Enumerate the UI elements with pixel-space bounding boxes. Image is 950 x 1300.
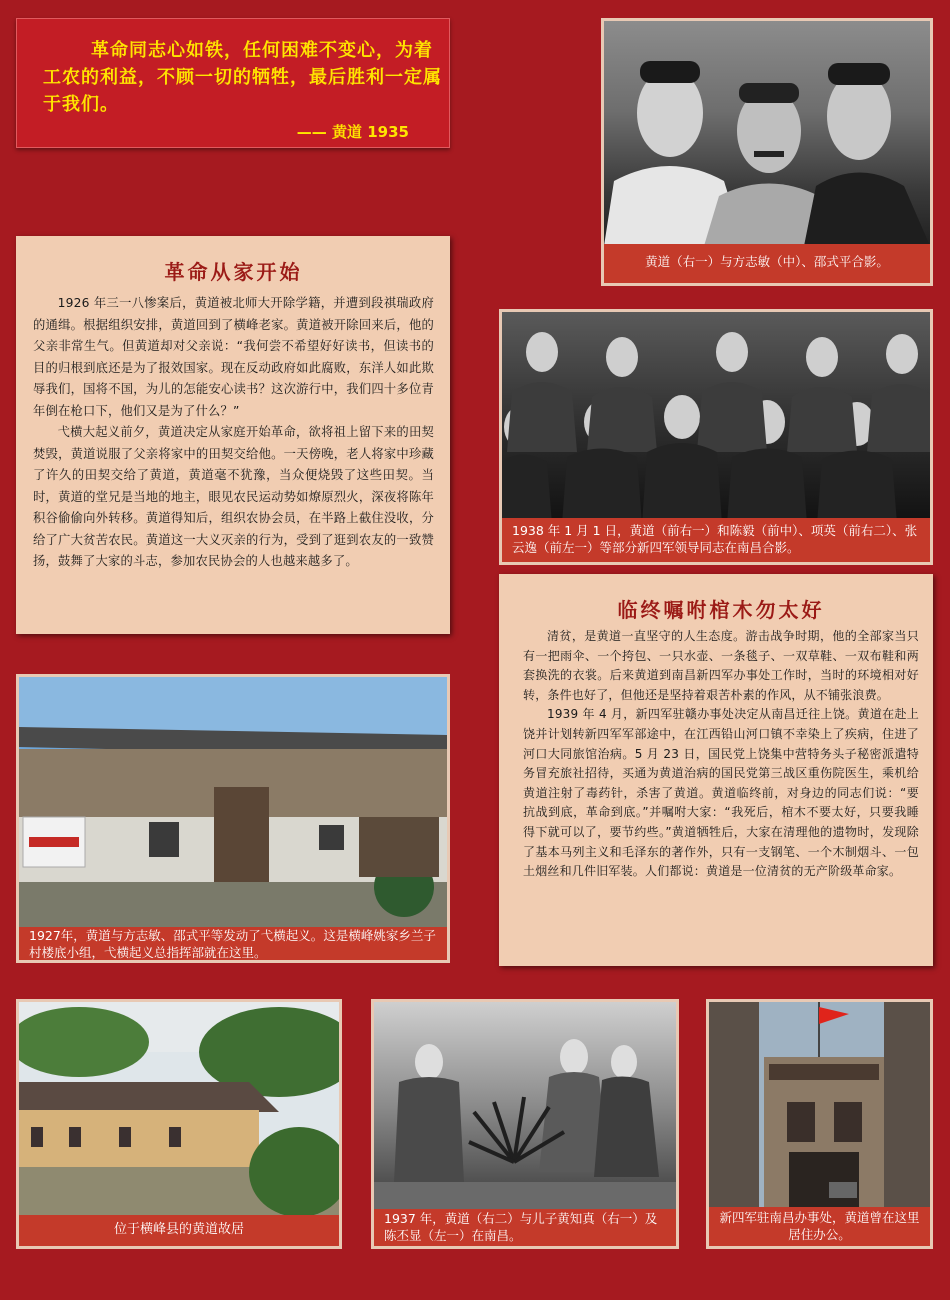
photo-1937-nanchang xyxy=(371,999,679,1249)
article-paragraph: 清贫，是黄道一直坚守的人生态度。游击战争时期，他的全部家当只有一把雨伞、一个挎包、一只水壶、一条毯子、一双草鞋、一双布鞋和两套换洗的衣裳。后来黄道到南昌新四军办事处工作时，当时的环境相对好转，条件也好了，但他还是坚持着艰苦朴素的作风，从不铺张浪费。 xyxy=(523,629,919,702)
photo-former-residence xyxy=(16,999,342,1249)
article-paragraph: 1926 年三一八惨案后，黄道被北师大开除学籍，并遭到段祺瑞政府的通缉。根据组织安排，黄道回到了横峰老家。黄道被开除回来后，他的父亲非常生气。但黄道却对父亲说：“我何尝不希望好好读书，但读书的目的归根到底还是为了报效国家。现在反动政府如此腐败，东洋人如此欺辱我们，国将不国，为儿的怎能安心读书？这次游行中，我们四十多位青年倒在枪口下，他们又是为了什么？” xyxy=(33,296,434,418)
photo-image xyxy=(502,312,930,524)
article-paragraph: 弋横大起义前夕，黄道决定从家庭开始革命，欲将祖上留下来的田契焚毁，黄道说服了父亲将家中的田契交给他。一天傍晚，老人将家中珍藏了许久的田契交给了黄道，黄道毫不犹豫，当众便烧毁了这些田契。当时，黄道的堂兄是当地的地主，眼见农民运动势如燎原烈火，深夜将陈年积谷偷偷向外转移。黄道得知后，组织农协会员，在半路上截住没收，分给了广大贫苦农民。黄道这一大义灭亲的行为，受到了逛到农友的一致赞扬，鼓舞了大家的斗志，参加农民协会的人也越来越多了。 xyxy=(33,425,434,568)
photo-caption: 黄道（右一）与方志敏（中）、邵式平合影。 xyxy=(604,244,930,283)
article-paragraph: 1939 年 4 月，新四军驻赣办事处决定从南昌迁往上饶。黄道在赴上饶并计划转新四军军部途中，在江西铅山河口镇不幸染上了疾病，住进了河口大同旅馆治病。5 月 23 日，国民党上饶集中营特务头子秘密派遣特务冒充旅社招待，买通为黄道治病的国民党第三战区重伤院医生，乘机给黄道注射了毒药针，杀害了黄道。黄道临终前，对身边的同志们说：“要抗战到底，革命到底。”并嘱咐大家：“我死后，棺木不要太好，只要我睡得下就可以了，要节约些。”黄道牺牲后，大家在清理他的遗物时，发现除了基本马列主义和毛泽东的著作外，只有一支钢笔、一个木制烟斗、一包土烟丝和几件旧军装。人们都说：黄道是一位清贫的无产阶级革命家。 xyxy=(523,707,919,879)
article-title: 革命从家开始 xyxy=(164,260,303,284)
article-revolution-from-home xyxy=(16,236,450,634)
photo-image xyxy=(709,1002,930,1210)
photo-caption: 1937 年，黄道（右二）与儿子黄知真（右一）及陈丕显（左一）在南昌。 xyxy=(374,1209,676,1246)
article-title: 临终嘱咐棺木勿太好 xyxy=(617,598,825,622)
photo-uprising-headquarters xyxy=(16,674,450,963)
photo-group-new-fourth-army xyxy=(499,309,933,565)
photo-portrait-three-men xyxy=(601,18,933,286)
photo-image xyxy=(19,677,447,927)
quote-box xyxy=(16,18,450,148)
photo-caption: 位于横峰县的黄道故居 xyxy=(19,1215,339,1246)
photo-image xyxy=(604,21,930,246)
photo-caption: 1927年，黄道与方志敏、邵式平等发动了弋横起义。这是横峰姚家乡兰子村楼底小组，弋横起义总指挥部就在这里。 xyxy=(19,927,447,960)
article-coffin-instructions xyxy=(499,574,933,966)
quote-attribution: —— 黄道 1935 xyxy=(296,123,409,141)
photo-image xyxy=(19,1002,339,1218)
photo-image xyxy=(374,1002,676,1212)
photo-caption: 1938 年 1 月 1 日，黄道（前右一）和陈毅（前中）、项英（前右二）、张云逸（前左一）等部分新四军领导同志在南昌合影。 xyxy=(502,518,930,562)
quote-text: 革命同志心如铁，任何困难不变心，为着工农的利益，不顾一切的牺牲，最后胜利一定属于我们。 xyxy=(43,40,442,115)
photo-caption: 新四军驻南昌办事处，黄道曾在这里居住办公。 xyxy=(709,1207,930,1246)
photo-nanchang-office xyxy=(706,999,933,1249)
